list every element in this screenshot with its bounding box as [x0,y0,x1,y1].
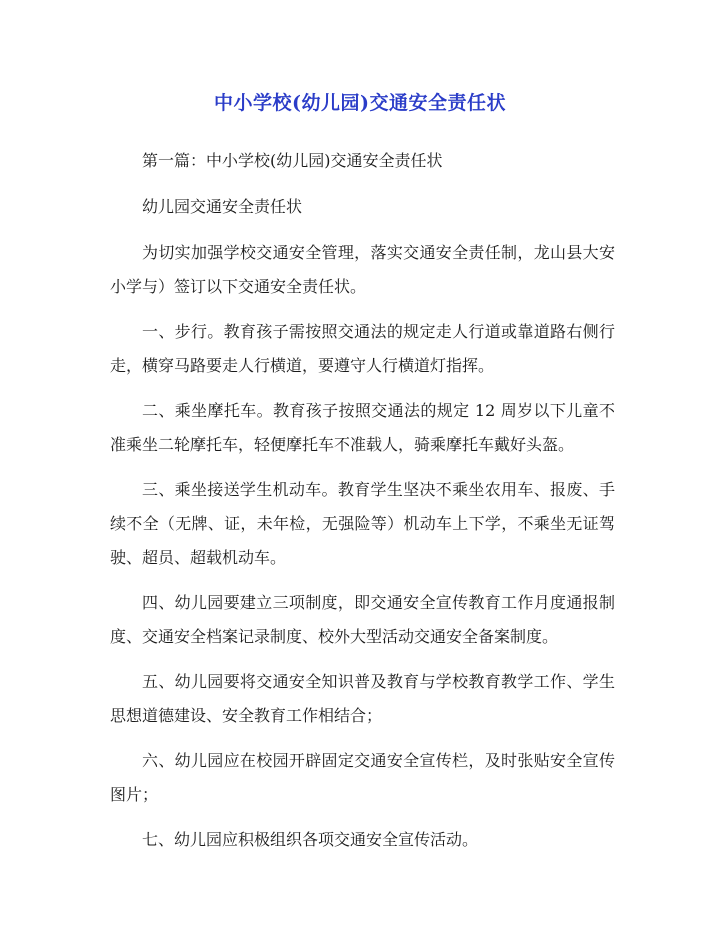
paragraph-1: 第一篇：中小学校(幼儿园)交通安全责任状 [142,151,443,170]
paragraph-10: 七、幼儿园应积极组织各项交通安全宣传活动。 [142,830,479,849]
paragraph-8: 五、幼儿园要将交通安全知识普及教育与学校教育教学工作、学生思想道德建设、安全教育工作相结合； [110,672,615,725]
paragraph-7: 四、幼儿园要建立三项制度，即交通安全宣传教育工作月度通报制度、交通安全档案记录制度、校外大型活动交通安全备案制度。 [110,593,615,646]
document-title: 中小学校(幼儿园)交通安全责任状 [214,92,506,114]
paragraph-9: 六、幼儿园应在校园开辟固定交通安全宣传栏，及时张贴安全宣传图片； [110,751,615,804]
paragraph-2: 幼儿园交通安全责任状 [142,197,303,216]
paragraph-3: 为切实加强学校交通安全管理，落实交通安全责任制，龙山县大安小学与）签订以下交通安全责任状。 [110,243,615,296]
paragraph-6: 三、乘坐接送学生机动车。教育学生坚决不乘坐农用车、报废、手续不全（无牌、证，未年检，无强险等）机动车上下学，不乘坐无证驾驶、超员、超载机动车。 [110,480,615,567]
paragraph-4: 一、步行。教育孩子需按照交通法的规定走人行道或靠道路右侧行走，横穿马路要走人行横道，要遵守人行横道灯指挥。 [110,322,615,375]
paragraph-5: 二、乘坐摩托车。教育孩子按照交通法的规定 12 周岁以下儿童不准乘坐二轮摩托车，轻便摩托车不准载人，骑乘摩托车戴好头盔。 [110,401,615,454]
